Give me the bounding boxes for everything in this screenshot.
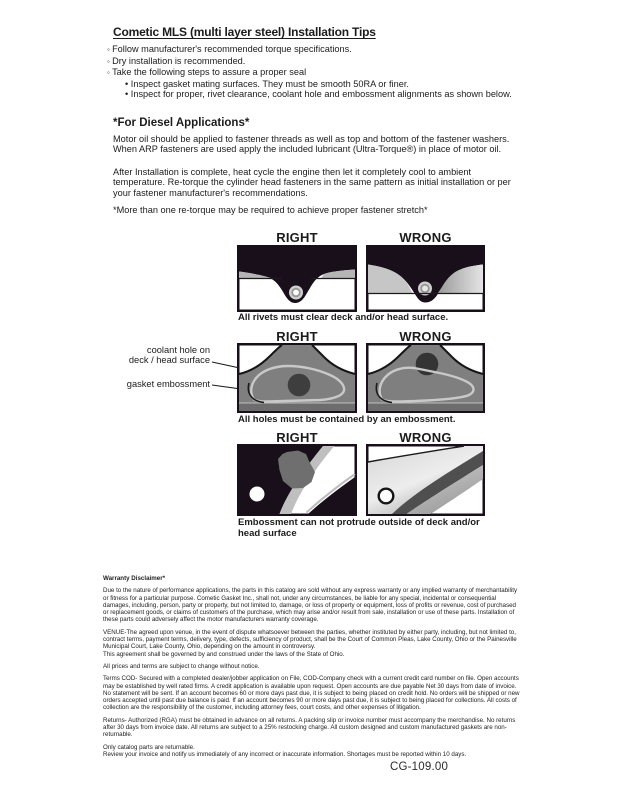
retorque-note: *More than one re-torque may be required to achieve proper fastener stretch* (113, 205, 428, 215)
coolant-hole (288, 374, 311, 397)
wrong-label: WRONG (399, 430, 452, 445)
terms-cod-paragraph: Terms COD- Secured with a completed dealer/jobber application on File, COD-Company check with a current credit card number on file. Open accounts may be established by well rated firms. A credit application is available upon request. Open accounts are due payable Net 30 days from date of invoice. No statement will be sent. If an account becomes 60 or more days past due, it is subject to being placed on credit hold. No orders will be shipped or new orders accepted until past due balance is paid. If an account becomes 90 or more days past due, it is subject to being placed for collections. All costs of collection are the responsibility of the customer, including attorney fees, court costs, and other expenses of litigation. (103, 675, 520, 712)
warranty-heading: Warranty Disclaimer* (103, 575, 166, 582)
bolt-hole (379, 489, 394, 504)
diagram-rivet-right (237, 245, 357, 312)
tip-item: ◦ Take the following steps to assure a proper seal (107, 67, 547, 79)
returns-paragraph: Returns- Authorized (RGA) must be obtained in advance on all returns. A packing slip or invoice number must accompany the merchandise. No returns after 30 days from invoice date. All returns are subject to a 25% restocking charge. All custom designed and custom manufactured gaskets are non-returnable. (103, 716, 516, 739)
gasket-bottom-strip (239, 404, 355, 412)
diagram-embossment-right (237, 444, 357, 516)
venue-text: VENUE-The agreed upon venue, in the event of dispute whatsoever between the parties, whether instituted by either party, including, but not limited to, contract terms, payment terms, delivery, type, defects, sufficiency of product, shall be the Court of Common Pleas, Lake County, Ohio or the Painesville Municipal Court, Lake County, Ohio, depending on the amount in controversy. (103, 628, 517, 651)
diesel-paragraph: Motor oil should be applied to fastener threads as well as top and bottom of the fastener washers. When ARP fasteners are used apply the included lubricant (Ultra-Torque®) in place of motor oil. (113, 134, 510, 155)
right-label: RIGHT (276, 329, 318, 344)
tip-sub-item: • Inspect for proper, rivet clearance, coolant hole and embossment alignments as shown below. (125, 89, 547, 100)
wrong-label: WRONG (399, 329, 452, 344)
embossment-wrong-illustration (366, 444, 485, 516)
hole-wrong-illustration (366, 343, 485, 413)
returnable-paragraph (103, 744, 521, 759)
right-label: RIGHT (276, 230, 318, 245)
warranty-disclaimer-section (103, 575, 521, 763)
row2-caption: All holes must be contained by an embossment. (238, 414, 456, 425)
embossment-right-illustration (237, 444, 357, 516)
row3-caption: Embossment can not protrude outside of deck and/or head surface (238, 517, 480, 539)
warranty-paragraph: Due to the nature of performance applications, the parts in this catalog are sold without any express warranty or any implied warranty of merchantability or fitness for a particular purpose. Cometic Gasket Inc., shall not, under any circumstances, be liable for any special, incidental or consequential damages, including, person, party or property, but not limited to, damage, or loss of property or equipment, loss of profits or revenue, cost of purchased or replacement goods, or claims of customers of the purchase, which may arise and/or result from sale, installation or use of these parts. Installation of these parts could adversely affect the motor manufacturers warranty coverage. (103, 587, 518, 624)
page-title: Cometic MLS (multi layer steel) Installation Tips (113, 25, 376, 39)
rivet-center (422, 286, 428, 292)
coolant-hole-label (90, 345, 210, 365)
right-label: RIGHT (276, 430, 318, 445)
row1-caption: All rivets must clear deck and/or head surface. (238, 312, 449, 323)
gasket-bottom-strip (368, 404, 483, 412)
venue-paragraph (103, 629, 521, 658)
returnable-text: Only catalog parts are returnable. (103, 743, 195, 751)
bolt-hole (250, 487, 265, 502)
venue-law-text: This agreement shall be governed by and construed under the laws of the State of Ohio. (103, 650, 345, 658)
rivet-wrong-illustration (366, 245, 485, 312)
page-code: CG-109.00 (390, 761, 449, 773)
coolant-hole-label-line2: deck / head surface (128, 355, 210, 365)
tip-sub-item: • Inspect gasket mating surfaces. They must be smooth 50RA or finer. (125, 79, 547, 90)
wrong-label: WRONG (399, 230, 452, 245)
hole-right-illustration (237, 343, 357, 413)
diagram-hole-wrong (366, 343, 485, 413)
installation-tips-list (107, 44, 547, 100)
review-text: Review your invoice and notify us immediately of any incorrect or inaccurate information. Shortages must be reported within 10 days. (103, 750, 467, 758)
coolant-hole-label-line1: coolant hole on (146, 345, 210, 355)
prices-paragraph: All prices and terms are subject to change without notice. (103, 662, 260, 670)
diesel-paragraph: After Installation is complete, heat cycle the engine then let it completely cool to ambient temperature. Re-torque the cylinder head fasteners in the same pattern as initial installation or per your fastener manufacturer's recommendations. (113, 167, 511, 198)
gasket-embossment-label: gasket embossment (126, 379, 210, 389)
diagram-hole-right (237, 343, 357, 413)
diagram-embossment-wrong (366, 444, 485, 516)
tip-item: ◦ Dry installation is recommended. (107, 56, 547, 68)
diesel-heading: *For Diesel Applications* (113, 117, 250, 129)
tip-item: ◦ Follow manufacturer's recommended torque specifications. (107, 44, 547, 56)
rivet-right-illustration (237, 245, 357, 312)
rivet-center (293, 290, 299, 296)
diagram-rivet-wrong (366, 245, 485, 312)
